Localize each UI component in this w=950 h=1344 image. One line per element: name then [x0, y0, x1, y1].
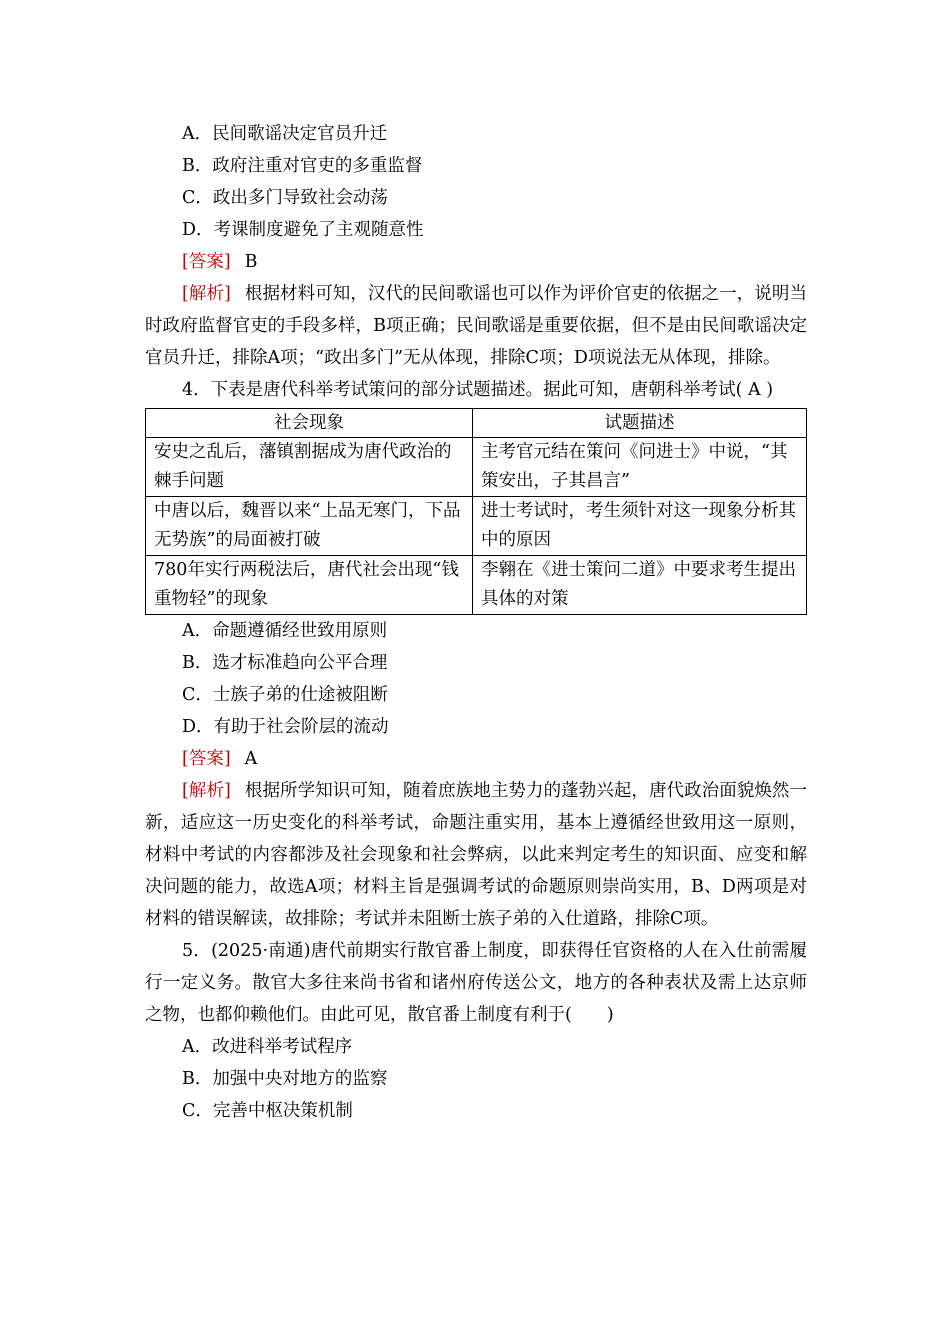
answer-tag: [答案] — [182, 749, 231, 769]
q4-option-d: D．有助于社会阶层的流动 — [182, 717, 389, 737]
q5-option-c: C．完善中枢决策机制 — [182, 1101, 353, 1121]
explain-text: 根据材料可知，汉代的民间歌谣也可以作为评价官吏的依据之一，说明当时政府监督官吏的手段多样，B项正确；民间歌谣是重要依据，但不是由民间歌谣决定官员升迁，排除A项；“政出多门”无从体现，排除C项；D项说法无从体现，排除。 — [145, 284, 807, 368]
explain-text: 根据所学知识可知，随着庶族地主势力的蓬勃兴起，唐代政治面貌焕然一新，适应这一历史变化的科举考试，命题注重实用，基本上遵循经世致用这一原则，材料中考试的内容都涉及社会现象和社会弊病，以此来判定考生的知识面、应变和解决问题的能力，故选A项；材料主旨是强调考试的命题原则崇尚实用，B、D两项是对材料的错误解读，故排除；考试并未阻断士族子弟的入仕道路，排除C项。 — [145, 781, 807, 929]
q3-answer — [145, 246, 807, 278]
table-row — [146, 438, 807, 497]
q3-option-d: D．考课制度避免了主观随意性 — [182, 220, 424, 240]
q3-option-c: C．政出多门导致社会动荡 — [182, 188, 388, 208]
table-cell: 李翱在《进士策问二道》中要求考生提出具体的对策 — [473, 556, 807, 615]
q4-table — [145, 408, 807, 615]
document-page — [145, 118, 807, 1127]
q4-explanation — [145, 775, 807, 935]
q5-stem: 5．(2025·南通)唐代前期实行散官番上制度，即获得任官资格的人在入仕前需履行一定义务。散官大多往来尚书省和诸州府传送公文，地方的各种表状及需上达京师之物，也都仰赖他们。由此可见，散官番上制度有利于( ) — [145, 941, 807, 1025]
table-header-row — [146, 409, 807, 438]
table-cell: 主考官元结在策问《问进士》中说，“其策安出，子其昌言” — [473, 438, 807, 497]
q4-option-a: A．命题遵循经世致用原则 — [182, 621, 388, 641]
table-row — [146, 497, 807, 556]
q5-option-a: A．改进科举考试程序 — [182, 1037, 353, 1057]
q3-explanation — [145, 278, 807, 374]
q4-stem: 4．下表是唐代科举考试策问的部分试题描述。据此可知，唐朝科举考试( A ) — [182, 380, 774, 400]
table-cell: 中唐以后，魏晋以来“上品无寒门，下品无势族”的局面被打破 — [146, 497, 473, 556]
table-cell: 安史之乱后，藩镇割据成为唐代政治的棘手问题 — [146, 438, 473, 497]
answer-value: B — [244, 252, 258, 272]
q5-option-b: B．加强中央对地方的监察 — [182, 1069, 388, 1089]
q3-option-b: B．政府注重对官吏的多重监督 — [182, 156, 423, 176]
explain-tag: [解析] — [182, 284, 231, 304]
table-cell: 进士考试时，考生须针对这一现象分析其中的原因 — [473, 497, 807, 556]
q3-option-a: A．民间歌谣决定官员升迁 — [182, 124, 388, 144]
q4-option-c: C．士族子弟的仕途被阻断 — [182, 685, 388, 705]
table-cell: 780年实行两税法后，唐代社会出现“钱重物轻”的现象 — [146, 556, 473, 615]
answer-value: A — [244, 749, 258, 769]
q4-option-b: B．选才标准趋向公平合理 — [182, 653, 388, 673]
table-header-cell: 社会现象 — [146, 409, 473, 438]
answer-tag: [答案] — [182, 252, 231, 272]
explain-tag: [解析] — [182, 781, 231, 801]
table-row — [146, 556, 807, 615]
q4-answer — [145, 743, 807, 775]
table-header-cell: 试题描述 — [473, 409, 807, 438]
